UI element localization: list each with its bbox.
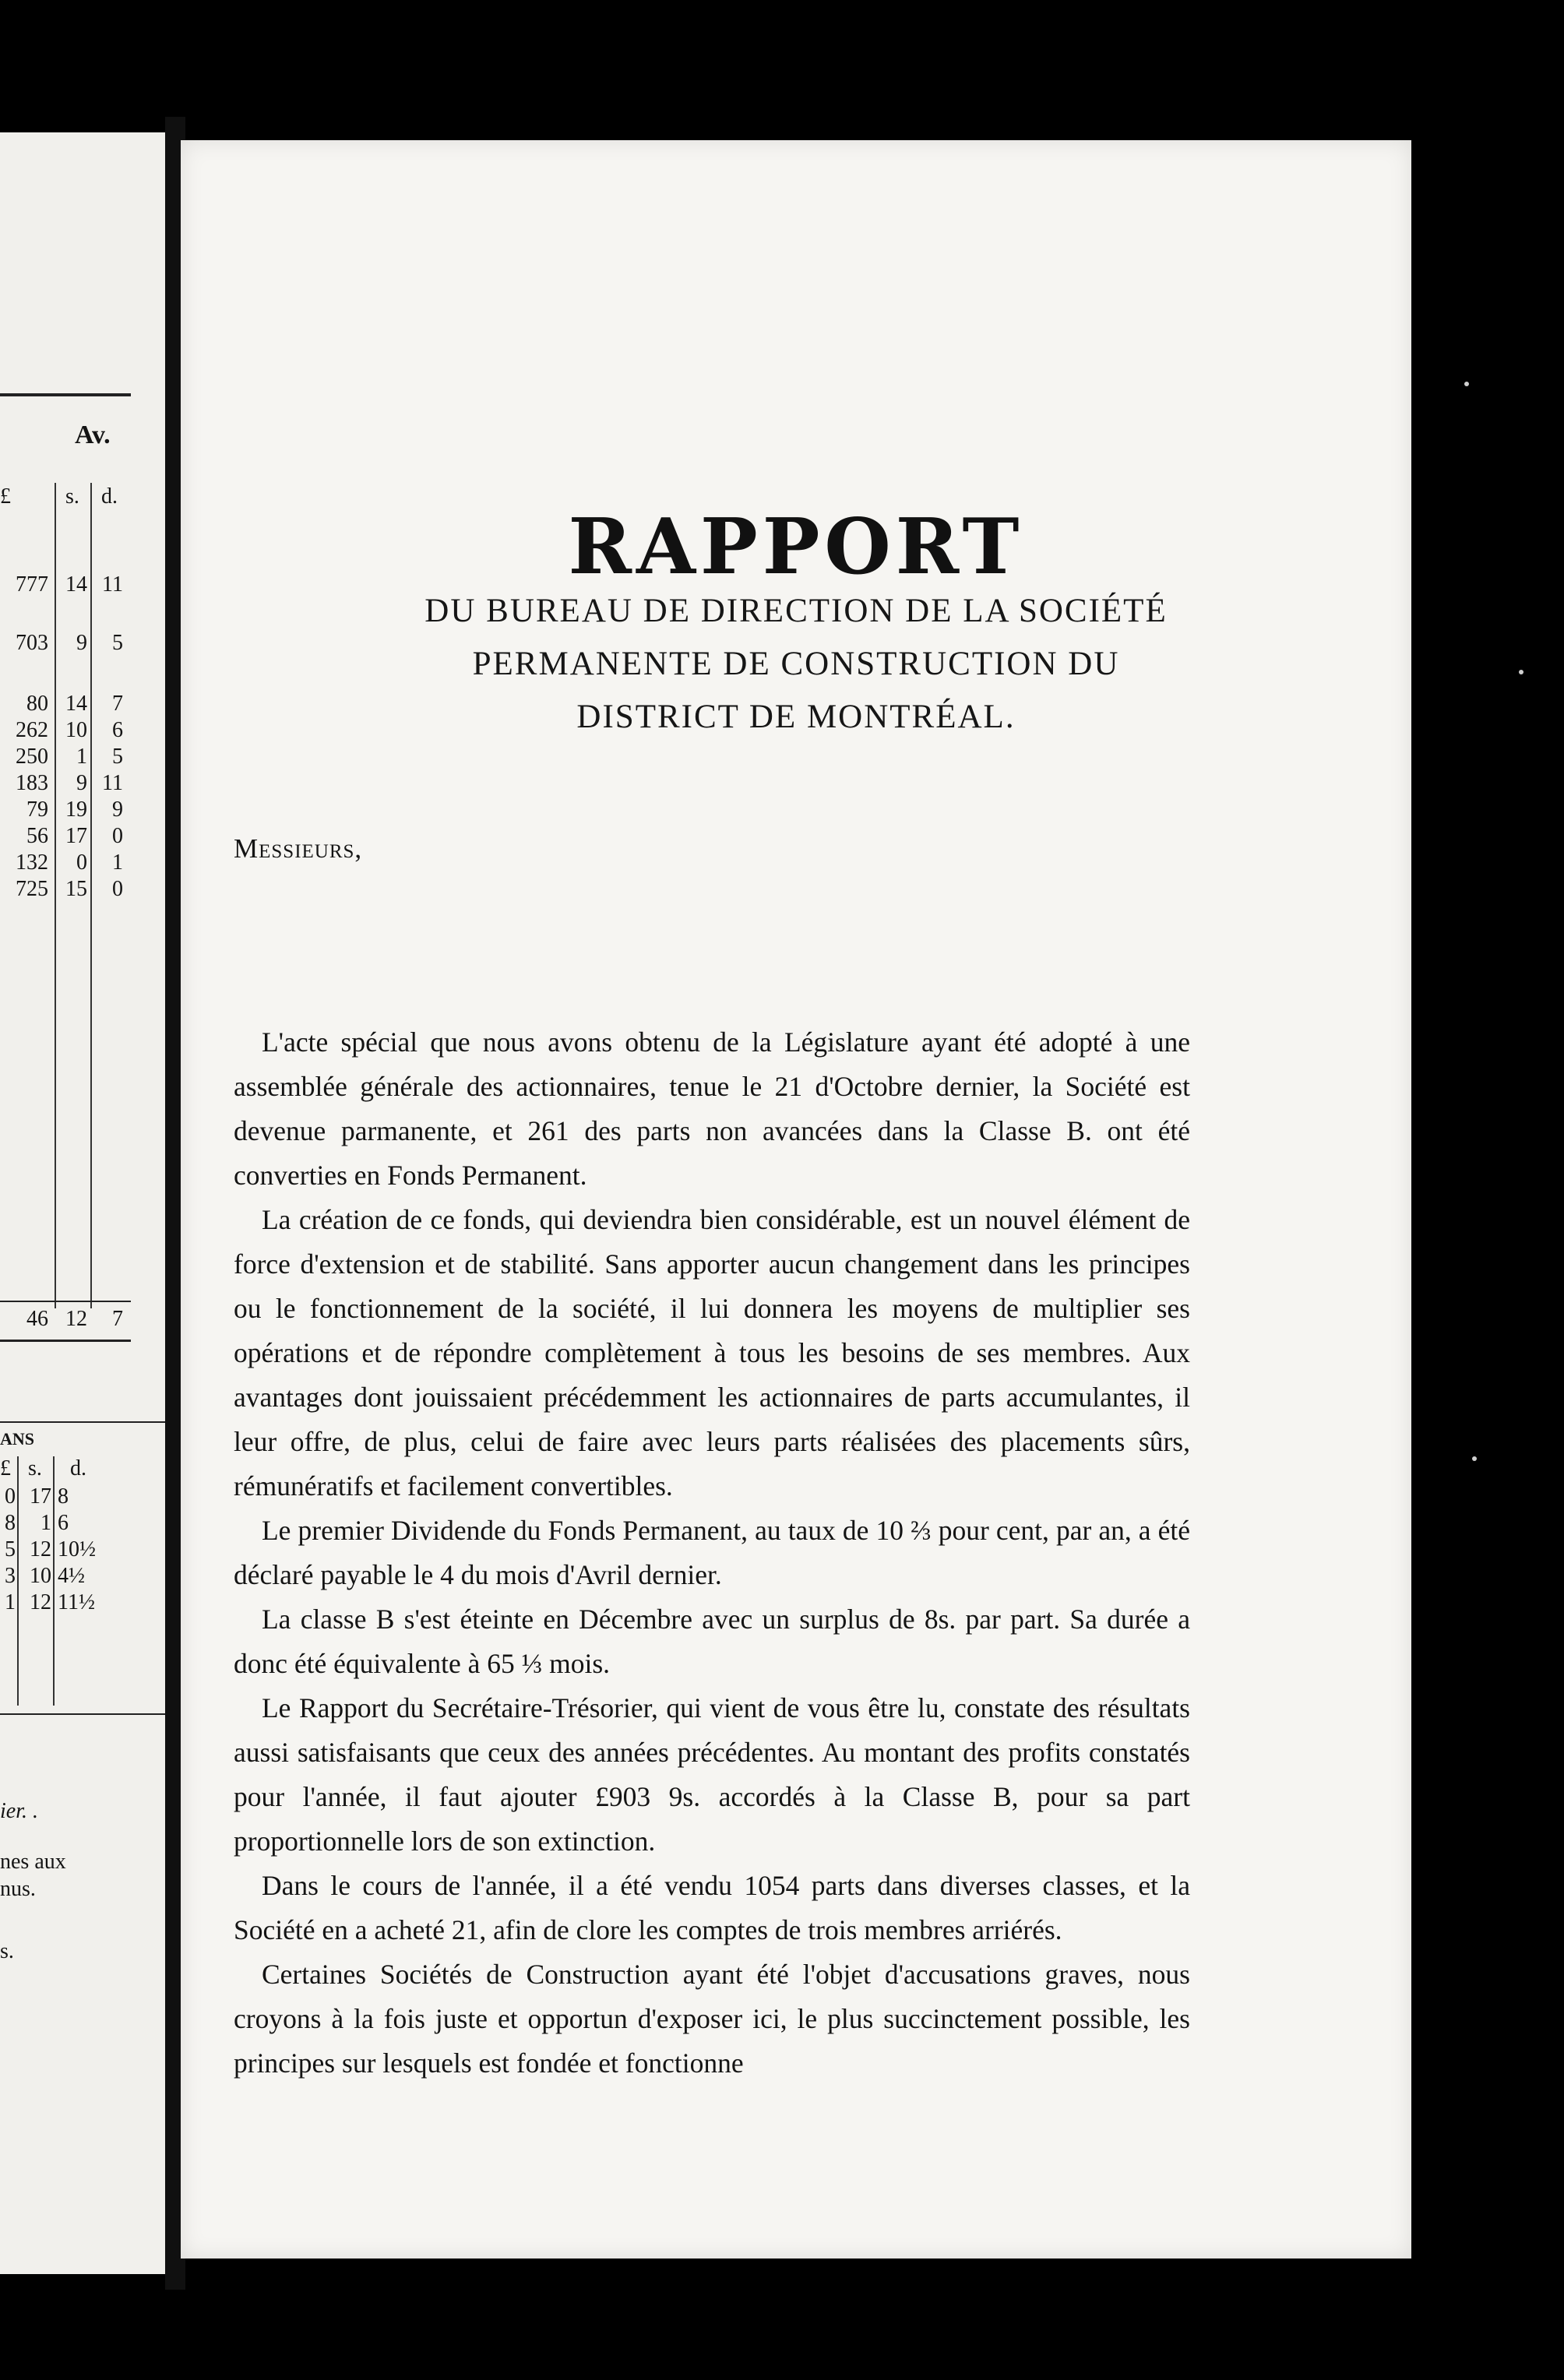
- row-pence: 1: [112, 850, 123, 875]
- section-row-shillings: 12: [30, 1590, 51, 1614]
- section-pence-header: d.: [70, 1456, 86, 1480]
- row-shillings: 19: [65, 797, 87, 822]
- row-pence: 0: [112, 877, 123, 901]
- previous-page-fragment: [0, 132, 165, 2274]
- report-body: [234, 903, 1190, 2086]
- row-shillings: 15: [65, 877, 87, 901]
- section-row-pence: 8: [58, 1484, 69, 1509]
- fragment-text: nes aux: [0, 1850, 66, 1874]
- section-row-pounds: 3: [5, 1564, 16, 1588]
- row-shillings: 1: [76, 745, 87, 769]
- row-pence: 11: [102, 771, 123, 795]
- row-pence: 5: [112, 631, 123, 655]
- fragment-text: s.: [0, 1939, 14, 1963]
- dust-speck: [1519, 670, 1523, 674]
- subtitle-line: PERMANENTE DE CONSTRUCTION DU: [472, 646, 1120, 682]
- total-rule: [0, 1301, 131, 1302]
- column-divider: [53, 1456, 55, 1706]
- section-row-shillings: 12: [30, 1537, 51, 1561]
- row-shillings: 10: [65, 718, 87, 742]
- section-row-shillings: 1: [41, 1511, 51, 1535]
- section-row-shillings: 10: [30, 1564, 51, 1588]
- dust-speck: [1472, 1456, 1477, 1461]
- section-bottom-rule: [0, 1713, 165, 1715]
- section-row-pence: 10½: [58, 1537, 96, 1561]
- section-row-pounds: 1: [5, 1590, 16, 1614]
- pound-column-header: £: [0, 484, 11, 509]
- row-pence: 7: [112, 692, 123, 716]
- row-pounds: 703: [16, 631, 48, 655]
- row-pence: 9: [112, 797, 123, 822]
- paragraph: Le Rapport du Secrétaire-Trésorier, qui vient de vous être lu, constate des résultats aussi satisfaisants que ceux des années précédentes. Au montant des profits constatés pour l'année, il faut ajouter £903 9s. accordés à la Classe B, pour sa part proportionnelle lors de son extinction.: [234, 1692, 1190, 1857]
- column-divider: [17, 1456, 19, 1706]
- subtitle-line: DISTRICT DE MONTRÉAL.: [576, 699, 1016, 735]
- report-title: RAPPORT: [568, 502, 1024, 592]
- row-pounds: 79: [26, 797, 48, 822]
- account-side-header: Av.: [75, 421, 111, 449]
- section-header: ANS: [0, 1429, 35, 1449]
- section-row-pence: 6: [58, 1511, 69, 1535]
- paragraph: Dans le cours de l'année, il a été vendu 1054 parts dans diverses classes, et la Société en a acheté 21, afin de clore les comptes de trois membres arriérés.: [234, 1870, 1190, 1945]
- section-row-pence: 11½: [58, 1590, 95, 1614]
- row-shillings: 14: [65, 572, 87, 597]
- row-shillings: 0: [76, 850, 87, 875]
- row-pounds: 262: [16, 718, 48, 742]
- row-pounds: 725: [16, 877, 48, 901]
- total-shillings: 12: [65, 1307, 87, 1331]
- row-pence: 0: [112, 824, 123, 848]
- pence-column-header: d.: [101, 484, 118, 509]
- row-shillings: 17: [65, 824, 87, 848]
- row-pounds: 80: [26, 692, 48, 716]
- fragment-text: ier. .: [0, 1799, 38, 1823]
- paragraph: La classe B s'est éteinte en Décembre avec un surplus de 8s. par part. Sa durée a donc été équivalente à 65 ⅓ mois.: [234, 1604, 1190, 1679]
- row-shillings: 14: [65, 692, 87, 716]
- section-row-pence: 4½: [58, 1564, 85, 1588]
- row-pounds: 56: [26, 824, 48, 848]
- section-pound-header: £: [0, 1456, 11, 1480]
- row-pounds: 250: [16, 745, 48, 769]
- section-row-pounds: 8: [5, 1511, 16, 1535]
- row-shillings: 9: [76, 631, 87, 655]
- section-rule: [0, 1421, 165, 1423]
- row-pounds: 132: [16, 850, 48, 875]
- shilling-column-header: s.: [65, 484, 79, 509]
- table-top-rule: [0, 393, 131, 396]
- row-shillings: 9: [76, 771, 87, 795]
- section-row-pounds: 0: [5, 1484, 16, 1509]
- row-pence: 6: [112, 718, 123, 742]
- paragraph: L'acte spécial que nous avons obtenu de la Législature ayant été adopté à une assemblée générale des actionnaires, tenue le 21 d'Octobre dernier, la Société est devenue parmanente, et 261 des parts non avancées dans la Classe B. ont été converties en Fonds Permanent.: [234, 1026, 1190, 1191]
- salutation: Messieurs,: [234, 833, 363, 864]
- row-pounds: 777: [16, 572, 48, 597]
- row-pence: 11: [102, 572, 123, 597]
- row-pounds: 183: [16, 771, 48, 795]
- total-pence: 7: [112, 1307, 123, 1331]
- paragraph: Le premier Dividende du Fonds Permanent, au taux de 10 ⅔ pour cent, par an, a été déclaré payable le 4 du mois d'Avril dernier.: [234, 1515, 1190, 1590]
- dust-speck: [1464, 382, 1469, 386]
- fragment-text: nus.: [0, 1877, 36, 1901]
- section-row-shillings: 17: [30, 1484, 51, 1509]
- report-page: [181, 140, 1411, 2259]
- total-double-rule: [0, 1340, 131, 1342]
- row-pence: 5: [112, 745, 123, 769]
- section-row-pounds: 5: [5, 1537, 16, 1561]
- subtitle-line: DU BUREAU DE DIRECTION DE LA SOCIÉTÉ: [424, 593, 1168, 629]
- paragraph: La création de ce fonds, qui deviendra bien considérable, est un nouvel élément de force d'extension et de stabilité. Sans apporter aucun changement dans les principes ou le fonctionnement de la société, il lui donnera les moyens de multiplier ses opérations et de répondre complètement à tous les besoins de ses membres. Aux avantages dont jouissaient précédemment les actionnaires de parts accumulantes, il leur offre, de plus, celui de faire avec leurs parts réalisées des placements sûrs, rémunératifs et facilement convertibles.: [234, 1204, 1190, 1502]
- paragraph: Certaines Sociétés de Construction ayant été l'objet d'accusations graves, nous croyons à la fois juste et opportun d'exposer ici, le plus succinctement possible, les principes sur lesquels est fondée et fonctionne: [234, 1959, 1190, 2079]
- total-pounds: 46: [26, 1307, 48, 1331]
- section-shilling-header: s.: [28, 1456, 42, 1480]
